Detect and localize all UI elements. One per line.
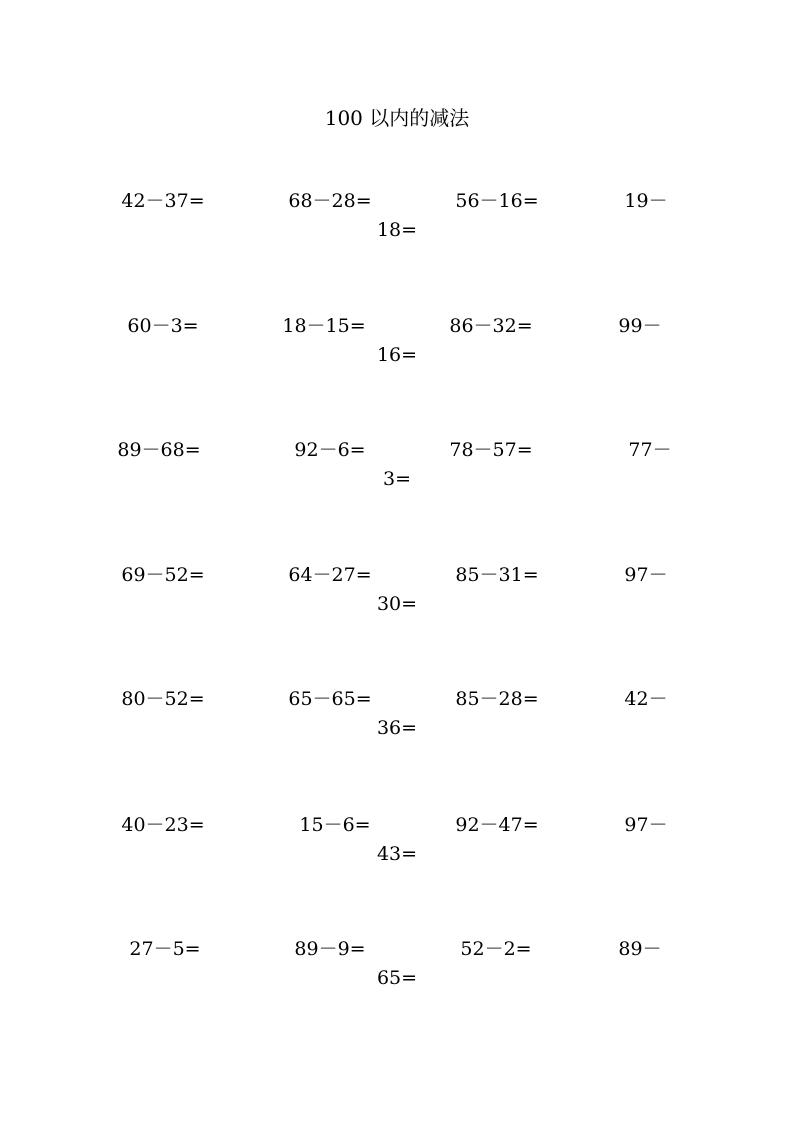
problem-continuation: 18= (376, 219, 418, 241)
problem-continuation: 36= (376, 717, 418, 739)
subtraction-problem: 89－ (618, 938, 662, 960)
worksheet-title: 100 以内的减法 (324, 106, 470, 130)
subtraction-problem: 27－5= (129, 938, 201, 960)
subtraction-problem: 15－6= (299, 814, 371, 836)
problem-row (0, 812, 794, 902)
problem-continuation: 16= (376, 344, 418, 366)
subtraction-problem: 40－23= (121, 814, 205, 836)
subtraction-problem: 89－68= (117, 439, 201, 461)
subtraction-problem: 99－ (618, 315, 662, 337)
problem-row (0, 936, 794, 1026)
subtraction-problem: 42－37= (121, 190, 205, 212)
subtraction-problem: 80－52= (121, 688, 205, 710)
subtraction-problem: 78－57= (449, 439, 533, 461)
subtraction-problem: 97－ (624, 564, 668, 586)
problem-continuation: 30= (376, 593, 418, 615)
subtraction-problem: 92－47= (455, 814, 539, 836)
subtraction-problem: 85－31= (455, 564, 539, 586)
subtraction-problem: 97－ (624, 814, 668, 836)
subtraction-problem: 68－28= (288, 190, 372, 212)
subtraction-problem: 69－52= (121, 564, 205, 586)
subtraction-problem: 86－32= (449, 315, 533, 337)
problem-continuation: 3= (382, 468, 412, 490)
subtraction-problem: 85－28= (455, 688, 539, 710)
subtraction-problem: 65－65= (288, 688, 372, 710)
problem-continuation: 43= (376, 843, 418, 865)
subtraction-problem: 19－ (624, 190, 668, 212)
subtraction-problem: 64－27= (288, 564, 372, 586)
problem-row (0, 313, 794, 403)
subtraction-problem: 56－16= (455, 190, 539, 212)
subtraction-problem: 89－9= (294, 938, 366, 960)
problem-row (0, 562, 794, 652)
subtraction-problem: 92－6= (294, 439, 366, 461)
problem-row (0, 686, 794, 776)
subtraction-problem: 42－ (624, 688, 668, 710)
problem-continuation: 65= (376, 967, 418, 989)
subtraction-problem: 52－2= (460, 938, 532, 960)
subtraction-problem: 18－15= (282, 315, 366, 337)
subtraction-problem: 77－ (628, 439, 672, 461)
subtraction-problem: 60－3= (127, 315, 199, 337)
problem-row (0, 188, 794, 278)
problem-row (0, 437, 794, 527)
